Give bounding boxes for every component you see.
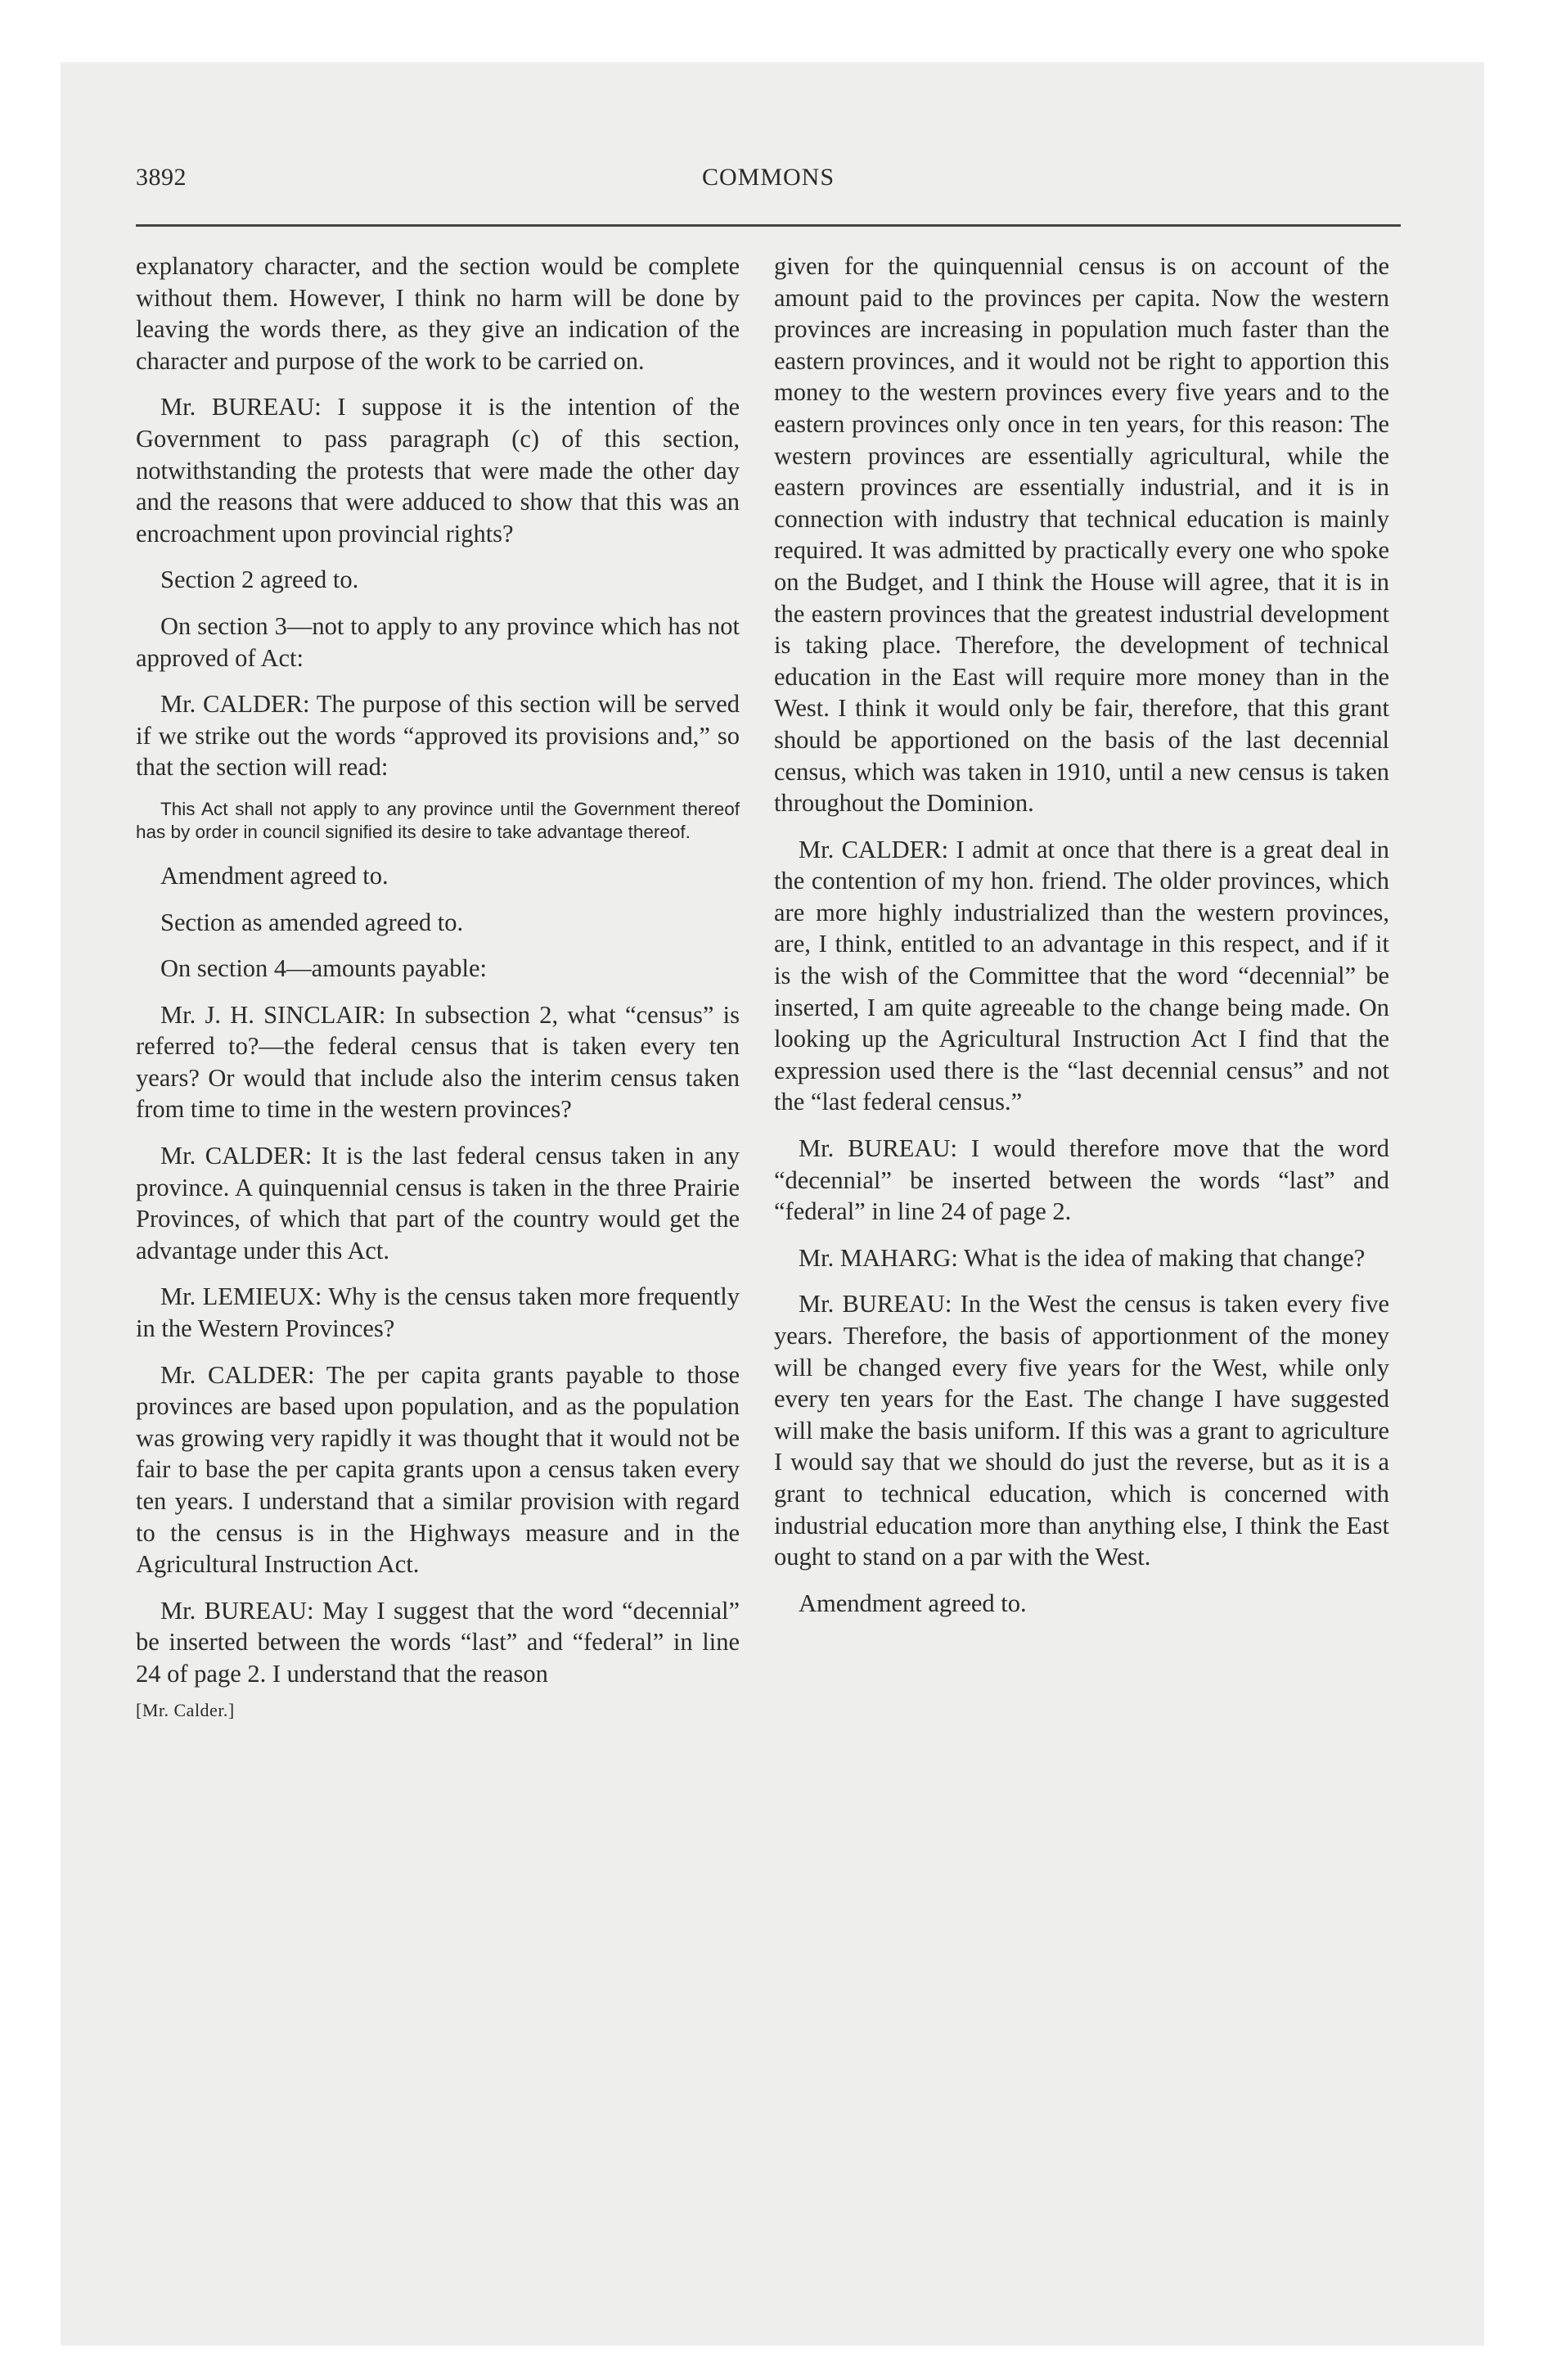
paragraph: given for the quinquennial census is on account of the amount paid to the provinces per capita. Now the western provinces are increasing in population much faster than the eastern provinces, and it would not be right to apportion this money to the western provinces every five years and to the eastern provinces only once in ten years, for this reason: The western provinces are essentially agricultural, while the eastern provinces are essentially industrial, and it is in connection with industry that technical education is mainly required. It was admitted by practically every one who spoke on the Budget, and I think the House will agree, that it is in the eastern provinces that the greatest industrial development is taking place. Therefore, the development of technical education in the East will require more money than in the West. I think it would only be fair, therefore, that this grant should be apportioned on the basis of the last decennial census, which was taken in 1910, until a new census is taken throughout the Dominion. xyxy=(774,252,1389,818)
page-number: 3892 xyxy=(136,164,187,191)
paragraph: Mr. BUREAU: May I suggest that the word “decennial” be inserted between the words “last” and “federal” in line 24 of page 2. I understand that the reason xyxy=(136,1596,740,1688)
paragraph: Mr. CALDER: I admit at once that there is a great deal in the contention of my hon. friend. The older provinces, which are more highly industrialized than the western provinces, are, I think, entitled to an advantage in this respect, and if it is the wish of the Committee that the word “decennial” be inserted, I am quite agreeable to the change being made. On looking up the Agricultural Instruction Act I find that the expression used there is the “last decennial census” and not the “last federal census.” xyxy=(774,835,1389,1116)
paragraph: Mr. J. H. SINCLAIR: In subsection 2, what “census” is referred to?—the federal census that is taken every ten years? Or would that include also the interim census taken from time to time in the western provinces? xyxy=(136,1000,740,1124)
paragraph: Mr. CALDER: It is the last federal census taken in any province. A quinquennial census is taken in the three Prairie Provinces, of which that part of the country would get the advantage under this Act. xyxy=(136,1142,740,1264)
page-header xyxy=(136,164,1401,213)
paragraph: explanatory character, and the section would be complete without them. However, I think no harm will be done by leaving the words there, as they give an indication of the character and purpose of the work to be carried on. xyxy=(136,252,740,375)
right-column xyxy=(774,250,1389,1634)
page-footer: [Mr. Calder.] xyxy=(136,1699,235,1720)
paragraph: Mr. LEMIEUX: Why is the census taken more frequently in the Western Provinces? xyxy=(136,1282,740,1343)
paragraph: Amendment agreed to. xyxy=(160,861,389,890)
quoted-clause: This Act shall not apply to any province until the Government thereof has by order in council signified its desire to take advantage thereof. xyxy=(136,798,740,842)
paragraph: Mr. CALDER: The per capita grants payable to those provinces are based upon population, and as the population was growing very rapidly it was thought that it would not be fair to base the per capita grants upon a census taken every ten years. I understand that a similar provision with regard to the census is in the Highways measure and in the Agricultural Instruction Act. xyxy=(136,1360,740,1579)
paragraph: On section 4—amounts payable: xyxy=(160,954,487,983)
running-head: COMMONS xyxy=(701,164,835,191)
paragraph: Amendment agreed to. xyxy=(799,1589,1027,1617)
header-rule xyxy=(136,224,1401,227)
paragraph: Section as amended agreed to. xyxy=(160,908,464,936)
paragraph: Mr. BUREAU: I would therefore move that the word “decennial” be inserted between the words “last” and “federal” in line 24 of page 2. xyxy=(774,1134,1389,1226)
left-column xyxy=(136,250,740,1721)
paragraph: Mr. BUREAU: I suppose it is the intention of the Government to pass paragraph (c) of this section, notwithstanding the protests that were made the other day and the reasons that were adduced to show that this was an encroachment upon provincial rights? xyxy=(136,393,740,548)
paragraph: On section 3—not to apply to any province which has not approved of Act: xyxy=(136,611,740,672)
paragraph: Mr. CALDER: The purpose of this section will be served if we strike out the words “approved its provisions and,” so that the section will read: xyxy=(136,690,740,782)
paragraph: Mr. BUREAU: In the West the census is taken every five years. Therefore, the basis of apportionment of the money will be changed every five years for the West, while only every ten years for the East. The change I have suggested will make the basis uniform. If this was a grant to agriculture I would say that we should do just the reverse, but as it is a grant to technical education, which is concerned with industrial education more than anything else, I think the East ought to stand on a par with the West. xyxy=(774,1290,1389,1571)
paragraph: Mr. MAHARG: What is the idea of making that change? xyxy=(799,1243,1366,1272)
paragraph: Section 2 agreed to. xyxy=(160,566,359,594)
